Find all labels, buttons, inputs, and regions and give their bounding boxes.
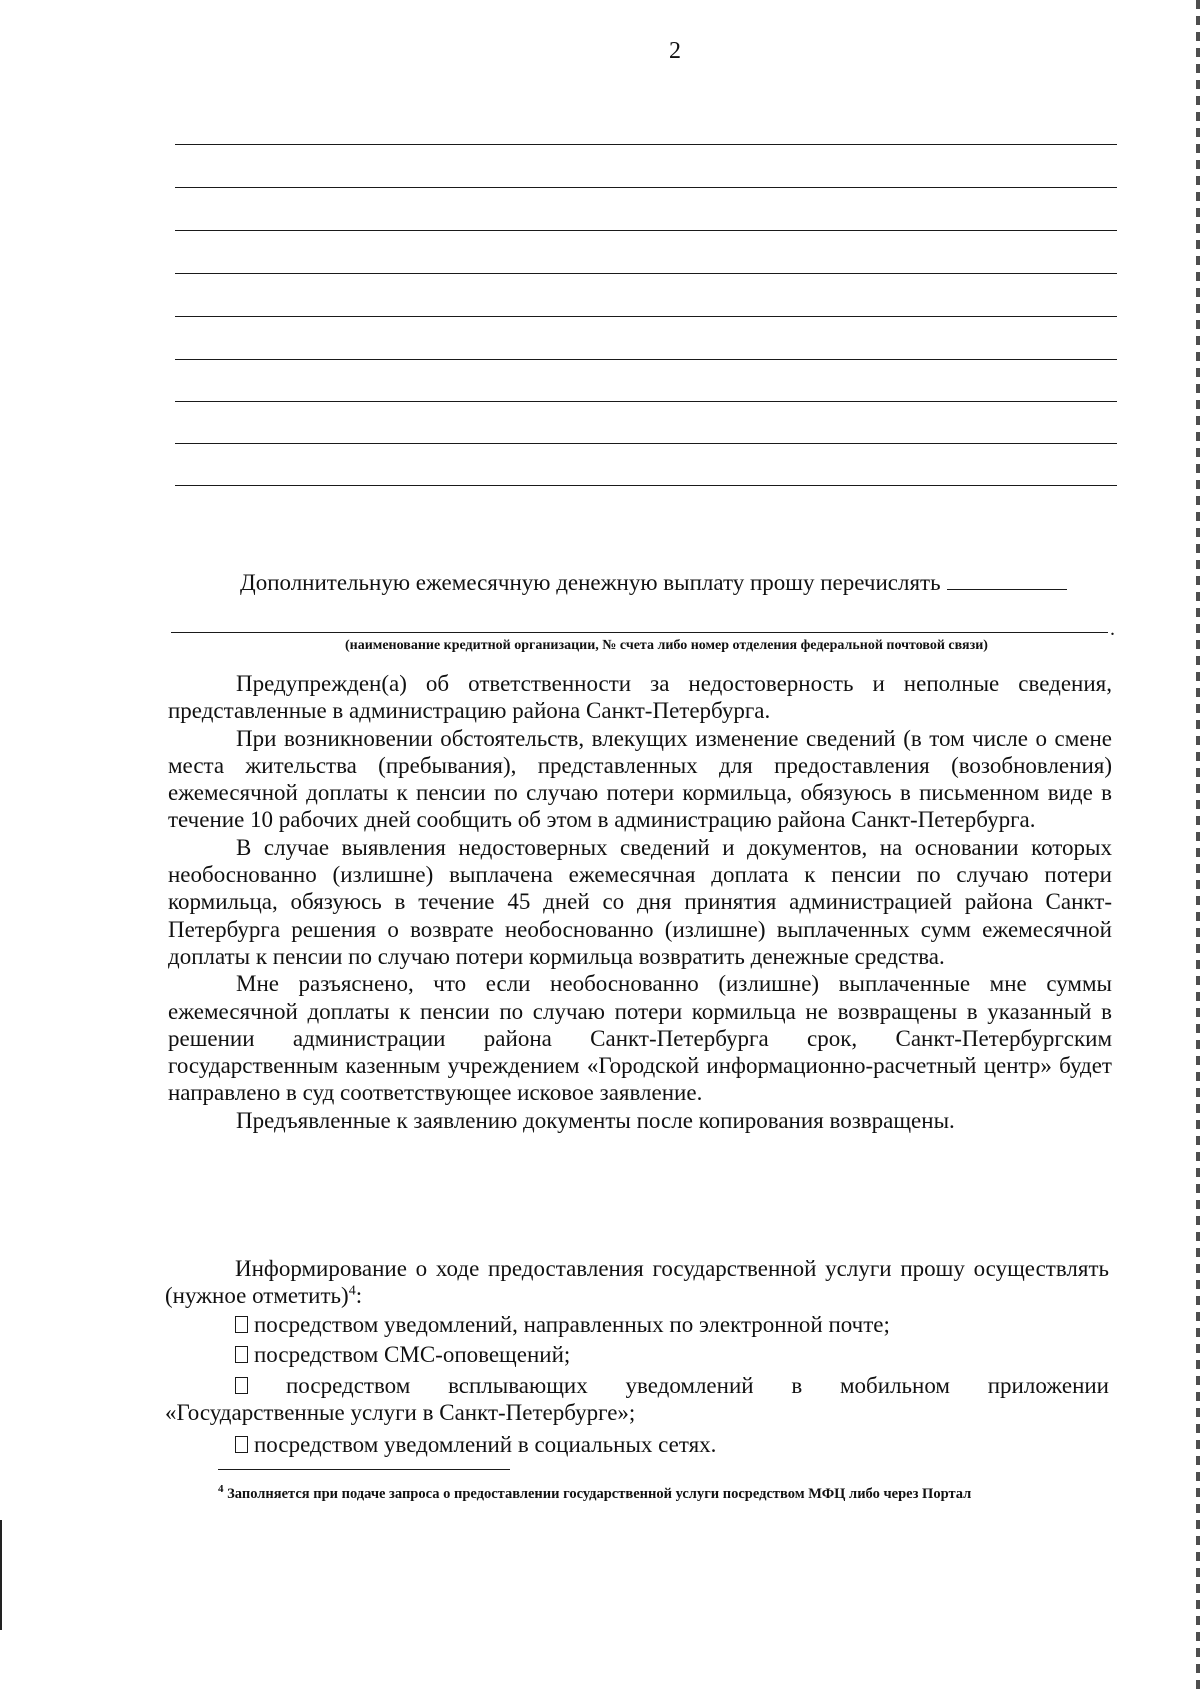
paragraph-responsibility: Предупрежден(а) об ответственности за недостоверность и неполные сведения, представленные в администрацию района Санкт-Петербурга. [168,671,1112,724]
footnote-reference: 4 [348,1283,356,1299]
informing-intro: Информирование о ходе предоставления государственной услуги прошу осуществлять (нужное отметить)$^4$: [165,1256,1109,1309]
option-mobile-app: посредством всплывающих уведомлений в мобильном приложении «Государственные услуги в Санкт-Петербурге»; [165,1372,1109,1425]
blank-line[interactable] [175,144,1117,145]
blank-line[interactable] [175,187,1117,188]
option-sms: посредством СМС-оповещений; [165,1340,1109,1370]
blank-line[interactable] [175,359,1117,360]
checkbox-email[interactable] [235,1316,248,1333]
paragraph-false-information: В случае выявления недостоверных сведений и документов, на основании которых необоснованно (излишне) выплачена ежемесячная доплата к пенсии по случаю потери кормильца, обязуюсь в течение 45 дней со дня принятия администрацией района Санкт-Петербурга решения о возврате необоснованно (излишне) выплаченных сумм ежемесячной доплаты к пенсии по случаю потери кормильца возвратить денежные средства. [168,834,1112,969]
page-number: 2 [669,38,681,64]
declaration-text [168,670,1112,1134]
blank-line[interactable] [175,316,1117,317]
blank-line[interactable] [175,230,1117,231]
footnote-text: Заполняется при подаче запроса о предоставлении государственной услуги посредством МФЦ либо через Портал [227,1486,972,1502]
scan-edge-artifact-left [0,1520,2,1630]
scan-edge-artifact [1196,0,1200,1696]
payment-request [240,570,1115,596]
footnote [218,1483,972,1503]
option-social-networks: посредством уведомлений в социальных сетях. [165,1430,1109,1460]
option-email: посредством уведомлений, направленных по электронной почте; [165,1310,1109,1340]
paragraph-change-of-circumstances: При возникновении обстоятельств, влекущих изменение сведений (в том числе о смене места жительства (пребывания), представленных для предоставления (возобновления) ежемесячной доплаты к пенсии по случаю потери кормильца, обязуюсь в письменном виде в течение 10 рабочих дней сообщить об этом в администрацию района Санкт-Петербурга. [168,725,1112,833]
blank-line[interactable] [175,485,1117,486]
bank-details-end-mark: . [1110,618,1115,640]
bank-details-caption: (наименование кредитной организации, № счета либо номер отделения федеральной почтовой связи) [345,638,988,653]
informing-section [165,1255,1109,1460]
checkbox-sms[interactable] [235,1346,248,1363]
blank-line[interactable] [175,401,1117,402]
paragraph-documents-returned: Предъявленные к заявлению документы после копирования возвращены. [236,1107,955,1133]
footnote-divider [218,1469,510,1470]
blank-line[interactable] [175,273,1117,274]
checkbox-social-networks[interactable] [235,1436,248,1453]
blank-line[interactable] [175,443,1117,444]
checkbox-mobile-app[interactable] [235,1377,248,1394]
payment-blank-field[interactable] [947,589,1067,590]
paragraph-court-notice: Мне разъяснено, что если необоснованно (излишне) выплаченные мне суммы ежемесячной доплаты к пенсии по случаю потери кормильца не возвращены в указанный в решении администрации района Санкт-Петербурга срок, Санкт-Петербургским государственным казенным учреждением «Городской информационно-расчетный центр» будет направлено в суд соответствующее исковое заявление. [168,971,1112,1106]
footnote-number: 4 [218,1483,224,1496]
bank-details-field[interactable] [171,632,1108,633]
payment-request-text: Дополнительную ежемесячную денежную выплату прошу перечислять [240,570,941,595]
